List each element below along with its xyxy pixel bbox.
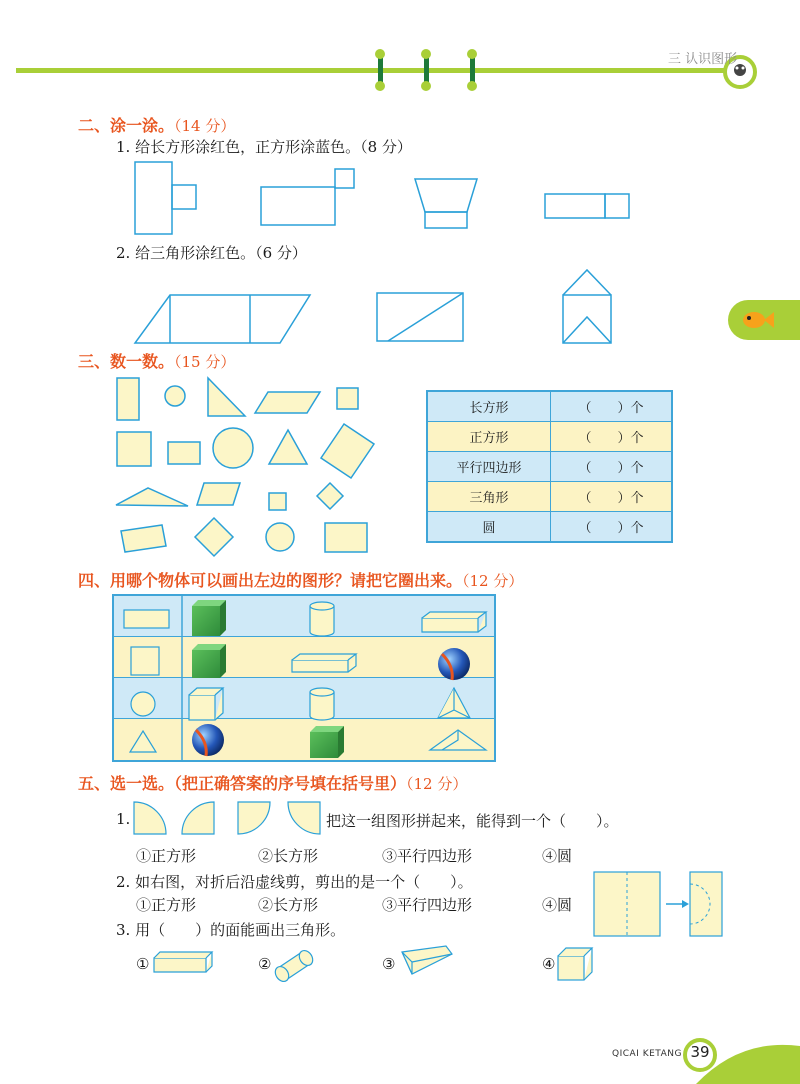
option-2[interactable]: ② — [258, 955, 272, 973]
fold-cut-diagram — [590, 868, 730, 940]
footer-brand: QICAI KETANG — [612, 1049, 682, 1059]
option-1[interactable]: ①正方形 — [136, 847, 197, 865]
question-2-text: 2. 如右图，对折后沿虚线剪，剪出的是一个（ ）。 — [116, 873, 473, 891]
table-row — [427, 391, 672, 422]
table-cell-shape: 圆 — [427, 512, 551, 543]
option-3[interactable]: ③ — [382, 955, 396, 973]
table-row — [427, 422, 672, 452]
answer-blank[interactable]: （ ）个 — [551, 391, 673, 422]
option-4[interactable]: ④ — [542, 955, 556, 973]
question-1-text: 把这一组图形拼起来，能得到一个（ ）。 — [326, 812, 619, 830]
table-row — [427, 482, 672, 512]
chapter-title: 三 认识图形 — [668, 52, 738, 67]
option-4[interactable]: ④圆 — [542, 896, 573, 914]
section-5-title: 五、选一选。（把正确答案的序号填在括号里）（12 分） — [78, 774, 468, 793]
table-row — [427, 512, 672, 543]
quarter-circle-pieces — [130, 798, 330, 842]
option-3[interactable]: ③平行四边形 — [382, 847, 473, 865]
section-2-question-2: 2. 给三角形涂红色。（6 分） — [116, 244, 307, 262]
section-2-shapes-row-2 — [130, 265, 630, 350]
section-4-title: 四、用哪个物体可以画出左边的图形？请把它圈出来。（12 分） — [78, 571, 524, 590]
table-cell-shape: 长方形 — [427, 391, 551, 422]
table-row — [427, 452, 672, 482]
table-cell-shape: 平行四边形 — [427, 452, 551, 482]
answer-blank[interactable]: （ ）个 — [551, 482, 673, 512]
question-3-text: 3. 用（ ）的面能画出三角形。 — [116, 921, 346, 939]
option-3[interactable]: ③平行四边形 — [382, 896, 473, 914]
fish-tab — [728, 300, 800, 340]
option-4[interactable]: ④圆 — [542, 847, 573, 865]
solid-objects-row — [150, 940, 610, 984]
answer-blank[interactable]: （ ）个 — [551, 422, 673, 452]
option-2[interactable]: ②长方形 — [258, 896, 319, 914]
section-2-question-1: 1. 给长方形涂红色，正方形涂蓝色。（8 分） — [116, 138, 412, 156]
table-cell-shape: 三角形 — [427, 482, 551, 512]
section-3-title: 三、数一数。（15 分） — [78, 352, 236, 371]
count-table — [426, 390, 673, 543]
option-1[interactable]: ① — [136, 955, 150, 973]
green-cube-icon — [192, 600, 226, 636]
question-1-number: 1. — [116, 810, 131, 828]
section-2-shapes-row-1 — [120, 160, 660, 240]
section-2-title: 二、涂一涂。（14 分） — [78, 116, 236, 135]
answer-blank[interactable]: （ ）个 — [551, 452, 673, 482]
option-1[interactable]: ①正方形 — [136, 896, 197, 914]
section-3-shapes-group — [100, 370, 400, 565]
option-2[interactable]: ②长方形 — [258, 847, 319, 865]
page-number: 39 — [690, 1043, 710, 1061]
table-cell-shape: 正方形 — [427, 422, 551, 452]
object-choice-drawings — [112, 594, 496, 762]
answer-blank[interactable]: （ ）个 — [551, 512, 673, 543]
